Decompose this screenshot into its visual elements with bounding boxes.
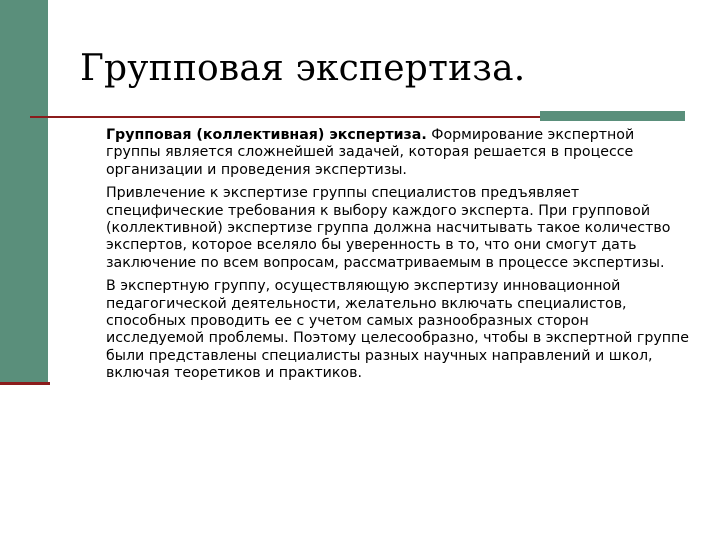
paragraph-3 [106,278,691,382]
slide-title: Групповая экспертиза. [80,48,526,89]
paragraph-1-text: Формирование экспертной группы является сложнейшей задачей, которая решается в процессе организации и проведения экспертизы. [106,127,635,178]
slide-body [106,127,691,389]
title-divider-accent-block [540,111,685,121]
left-accent-bar [0,0,48,385]
paragraph-2-text: Привлечение к экспертизе группы специалистов предъявляет специфические требования к выбору каждого эксперта. При групповой (коллективной) экспертизе группа должна насчитывать такое количество экспертов, которое вселяло бы уверенность в то, что они смогут дать заключение по всем вопросам, рассматриваемым в процессе экспертизы. [106,185,671,271]
paragraph-1-lead: Групповая (коллективная) экспертиза. [106,127,427,143]
paragraph-3-text: В экспертную группу, осуществляющую экспертизу инновационной педагогической деятельности, желательно включать специалистов, способных проводить ее с учетом самых разнообразных сторон исследуемой проблемы. Поэтому целесообразно, чтобы в экспертной группе были представлены специалисты разных научных направлений и школ, включая теоретиков и практиков. [106,278,690,382]
left-accent-underline [0,382,50,385]
paragraph-2 [106,185,691,272]
paragraph-1 [106,127,691,179]
